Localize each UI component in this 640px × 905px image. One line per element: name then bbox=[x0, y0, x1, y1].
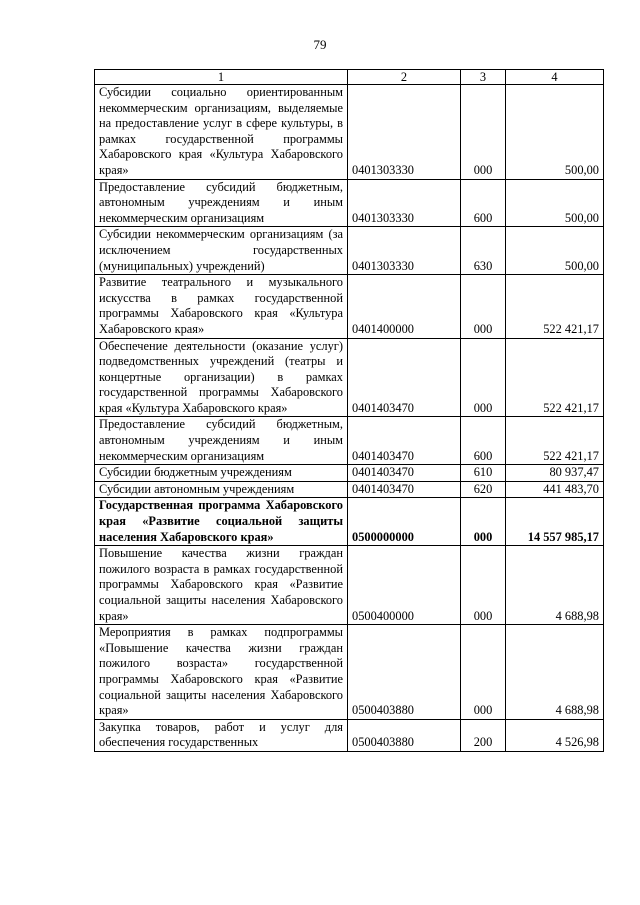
row-name: Субсидии бюджетным учреждениям bbox=[95, 465, 348, 482]
row-name: Обеспечение деятельности (оказание услуг) подведомственных учреждений (театры и концертные организации) в рамках государственной программы Хабаровского края «Культура Хабаровского края» bbox=[95, 338, 348, 417]
row-name: Повышение качества жизни граждан пожилого возраста в рамках государственной программы Хабаровского края «Развитие социальной защиты населения Хабаровского края» bbox=[95, 546, 348, 625]
row-code: 0401303330 bbox=[348, 179, 461, 227]
row-vr: 000 bbox=[461, 546, 506, 625]
row-code: 0500403880 bbox=[348, 719, 461, 751]
header-col-4: 4 bbox=[506, 70, 604, 85]
table-row bbox=[95, 338, 604, 417]
table-row bbox=[95, 465, 604, 482]
row-code: 0401403470 bbox=[348, 338, 461, 417]
row-vr: 000 bbox=[461, 338, 506, 417]
row-vr: 000 bbox=[461, 85, 506, 180]
row-name: Развитие театрального и музыкального искусства в рамках государственной программы Хабаровского края «Культура Хабаровского края» bbox=[95, 275, 348, 338]
table-row bbox=[95, 179, 604, 227]
row-code: 0500403880 bbox=[348, 625, 461, 720]
row-sum: 80 937,47 bbox=[506, 465, 604, 482]
row-sum: 522 421,17 bbox=[506, 417, 604, 465]
row-name: Субсидии автономным учреждениям bbox=[95, 481, 348, 498]
row-sum: 522 421,17 bbox=[506, 338, 604, 417]
row-vr: 000 bbox=[461, 498, 506, 546]
row-code: 0401400000 bbox=[348, 275, 461, 338]
table-row bbox=[95, 481, 604, 498]
row-sum: 500,00 bbox=[506, 179, 604, 227]
row-name: Закупка товаров, работ и услуг для обеспечения государственных bbox=[95, 719, 348, 751]
row-name: Государственная программа Хабаровского края «Развитие социальной защиты населения Хабаровского края» bbox=[95, 498, 348, 546]
table-header-row bbox=[95, 70, 604, 85]
row-sum: 500,00 bbox=[506, 85, 604, 180]
row-vr: 000 bbox=[461, 625, 506, 720]
header-col-2: 2 bbox=[348, 70, 461, 85]
table-row bbox=[95, 275, 604, 338]
table-row bbox=[95, 719, 604, 751]
table-row bbox=[95, 546, 604, 625]
table-row bbox=[95, 227, 604, 275]
row-code: 0401303330 bbox=[348, 85, 461, 180]
row-sum: 4 688,98 bbox=[506, 625, 604, 720]
table-row bbox=[95, 85, 604, 180]
page-number: 79 bbox=[313, 37, 327, 52]
row-sum: 522 421,17 bbox=[506, 275, 604, 338]
row-name: Субсидии социально ориентированным некоммерческим организациям, выделяемые на предоставление услуг в сфере культуры, в рамках государственной программы Хабаровского края «Культура Хабаровского края» bbox=[95, 85, 348, 180]
row-vr: 000 bbox=[461, 275, 506, 338]
table-row-program bbox=[95, 498, 604, 546]
row-vr: 600 bbox=[461, 417, 506, 465]
row-name: Субсидии некоммерческим организациям (за исключением государственных (муниципальных) учреждений) bbox=[95, 227, 348, 275]
budget-table bbox=[94, 69, 604, 752]
row-vr: 620 bbox=[461, 481, 506, 498]
row-code: 0401403470 bbox=[348, 465, 461, 482]
row-sum: 14 557 985,17 bbox=[506, 498, 604, 546]
row-code: 0401403470 bbox=[348, 417, 461, 465]
row-name: Мероприятия в рамках подпрограммы «Повышение качества жизни граждан пожилого возраста» государственной программы Хабаровского края «Развитие социальной защиты населения Хабаровского края» bbox=[95, 625, 348, 720]
table-row bbox=[95, 625, 604, 720]
row-name: Предоставление субсидий бюджетным, автономным учреждениям и иным некоммерческим организациям bbox=[95, 417, 348, 465]
row-vr: 610 bbox=[461, 465, 506, 482]
row-vr: 200 bbox=[461, 719, 506, 751]
row-code: 0401303330 bbox=[348, 227, 461, 275]
row-sum: 4 526,98 bbox=[506, 719, 604, 751]
row-code: 0500400000 bbox=[348, 546, 461, 625]
table-row bbox=[95, 417, 604, 465]
row-sum: 500,00 bbox=[506, 227, 604, 275]
row-vr: 600 bbox=[461, 179, 506, 227]
row-sum: 441 483,70 bbox=[506, 481, 604, 498]
row-name: Предоставление субсидий бюджетным, автономным учреждениям и иным некоммерческим организациям bbox=[95, 179, 348, 227]
header-col-3: 3 bbox=[461, 70, 506, 85]
header-col-1: 1 bbox=[95, 70, 348, 85]
row-code: 0401403470 bbox=[348, 481, 461, 498]
row-code: 0500000000 bbox=[348, 498, 461, 546]
row-sum: 4 688,98 bbox=[506, 546, 604, 625]
row-vr: 630 bbox=[461, 227, 506, 275]
